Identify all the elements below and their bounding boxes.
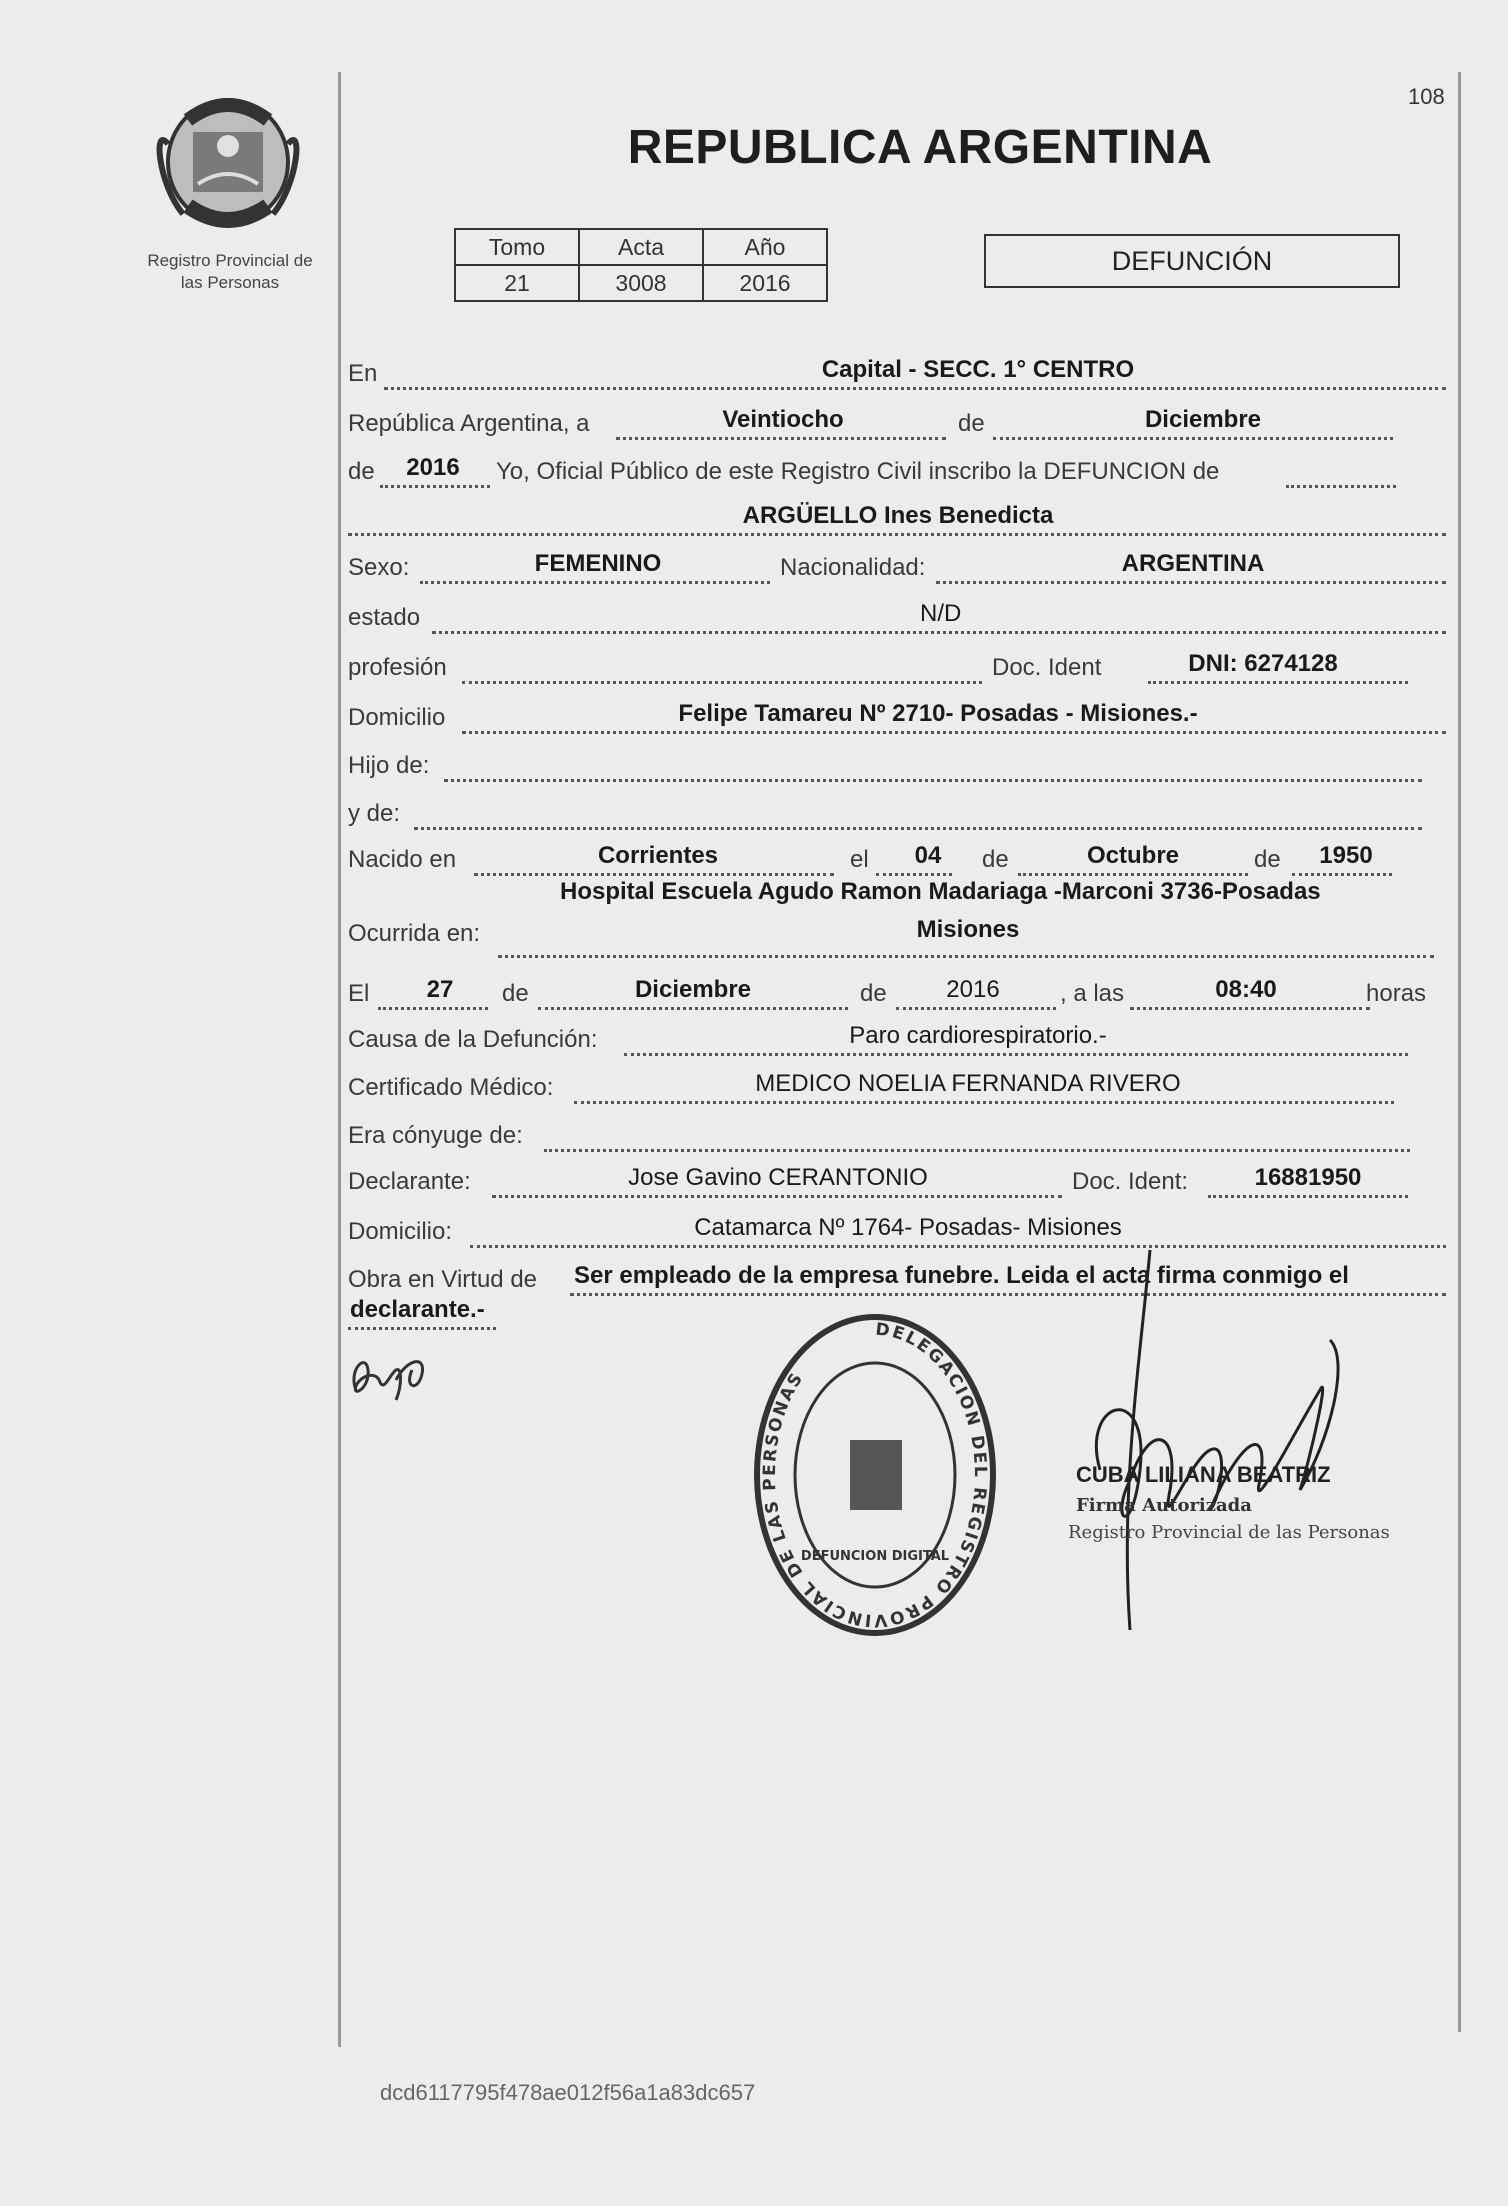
label-doc-ident: Doc. Ident: xyxy=(1072,1168,1189,1195)
occurred-line-1: Hospital Escuela Agudo Ramon Madariaga -Marconi 3736-Posadas xyxy=(560,878,1321,905)
row-estado xyxy=(348,596,1446,636)
statement-text: Yo, Oficial Público de este Registro Civil inscribo la DEFUNCION de xyxy=(496,458,1220,485)
label-domicilio: Domicilio xyxy=(348,704,446,731)
row-en xyxy=(348,352,1446,392)
label-obra: Obra en Virtud de xyxy=(348,1266,538,1293)
label-de: de xyxy=(348,458,375,485)
row-deceased-name xyxy=(348,498,1446,538)
value-death-time: 08:40 xyxy=(1215,976,1277,1003)
label-de: de xyxy=(860,980,887,1007)
label-certificado: Certificado Médico: xyxy=(348,1074,554,1101)
official-stamp xyxy=(750,1310,1000,1640)
row-domicilio xyxy=(348,696,1446,736)
value-birth-year: 1950 xyxy=(1319,842,1373,869)
label-el: el xyxy=(850,846,869,873)
declarant-initials xyxy=(346,1340,466,1410)
value-domicilio-declarante: Catamarca Nº 1764- Posadas- Misiones xyxy=(694,1214,1122,1241)
label-de: de xyxy=(958,410,985,437)
dotted-line xyxy=(414,797,1422,830)
label-en: En xyxy=(348,360,378,387)
ref-value-acta: 3008 xyxy=(579,265,703,301)
value-year: 2016 xyxy=(406,454,460,481)
value-death-year: 2016 xyxy=(946,976,1000,1003)
row-ocurrida xyxy=(348,912,1446,952)
dotted-line xyxy=(1286,455,1396,488)
right-margin-rule xyxy=(1458,72,1461,2032)
row-obra-2 xyxy=(348,1292,548,1332)
stamp-center-text: DEFUNCION DIGITAL xyxy=(800,1549,950,1564)
row-declarante xyxy=(348,1160,1446,1200)
row-death-datetime xyxy=(348,972,1446,1012)
page-number: 108 xyxy=(1408,84,1445,109)
signer-office: Registro Provincial de las Personas xyxy=(1068,1522,1390,1543)
value-month: Diciembre xyxy=(1144,406,1262,433)
label-nacido-en: Nacido en xyxy=(348,846,457,873)
province-seal-logo xyxy=(148,84,308,234)
value-certificado: MEDICO NOELIA FERNANDA RIVERO xyxy=(755,1070,1181,1097)
ref-header-tomo: Tomo xyxy=(455,229,579,265)
value-day: Veintiocho xyxy=(722,406,844,433)
label-y-de: y de: xyxy=(348,800,401,827)
agency-caption-line-1: Registro Provincial de xyxy=(147,251,313,270)
value-estado: N/D xyxy=(920,600,962,627)
ref-header-anio: Año xyxy=(703,229,827,265)
agency-caption xyxy=(120,250,340,294)
value-obra: Ser empleado de la empresa funebre. Leida el acta firma conmigo el xyxy=(574,1262,1349,1289)
label-profesion: profesión xyxy=(348,654,447,681)
agency-caption-line-2: las Personas xyxy=(180,273,280,292)
label-de: de xyxy=(502,980,529,1007)
label-hijo-de: Hijo de: xyxy=(348,752,430,779)
label-el: El xyxy=(348,980,370,1007)
label-declarante: Declarante: xyxy=(348,1168,471,1195)
value-birthplace: Corrientes xyxy=(597,842,719,869)
value-dni: DNI: 6274128 xyxy=(1188,650,1338,677)
ref-value-tomo: 21 xyxy=(455,265,579,301)
label-doc-ident: Doc. Ident xyxy=(992,654,1102,681)
label-domicilio: Domicilio: xyxy=(348,1218,453,1245)
row-sex-nationality xyxy=(348,546,1446,586)
row-year-statement xyxy=(348,450,1446,490)
label-sexo: Sexo: xyxy=(348,554,410,581)
left-margin-rule xyxy=(338,72,341,2047)
label-nacionalidad: Nacionalidad: xyxy=(780,554,926,581)
row-certificado xyxy=(348,1066,1446,1106)
label-de: de xyxy=(1254,846,1281,873)
value-occurred-line-2: Misiones xyxy=(916,916,1020,943)
row-causa xyxy=(348,1018,1446,1058)
label-conyuge: Era cónyuge de: xyxy=(348,1122,523,1149)
value-death-month: Diciembre xyxy=(634,976,752,1003)
value-deceased-name: ARGÜELLO Ines Benedicta xyxy=(742,502,1054,529)
value-causa: Paro cardiorespiratorio.- xyxy=(849,1022,1107,1049)
label-de: de xyxy=(982,846,1009,873)
value-domicilio: Felipe Tamareu Nº 2710- Posadas - Misiones.- xyxy=(678,700,1198,727)
signer-role: Firma Autorizada xyxy=(1076,1495,1252,1516)
value-obra-2: declarante.- xyxy=(350,1296,485,1323)
dotted-line xyxy=(444,749,1422,782)
label-estado: estado xyxy=(348,604,421,631)
row-y-de xyxy=(348,792,1446,832)
record-type-box: DEFUNCIÓN xyxy=(984,234,1400,288)
dotted-line xyxy=(462,651,982,684)
label-a-las: , a las xyxy=(1060,980,1125,1007)
label-horas: horas xyxy=(1366,980,1427,1007)
official-signature xyxy=(1060,1240,1390,1640)
value-sexo: FEMENINO xyxy=(534,550,662,577)
label-republica: República Argentina, a xyxy=(348,410,590,437)
reference-table xyxy=(454,228,828,302)
ref-header-acta: Acta xyxy=(579,229,703,265)
row-conyuge xyxy=(348,1114,1446,1154)
label-ocurrida-en: Ocurrida en: xyxy=(348,920,481,947)
value-place: Capital - SECC. 1° CENTRO xyxy=(821,356,1135,383)
row-hijo-de xyxy=(348,744,1446,784)
ref-value-anio: 2016 xyxy=(703,265,827,301)
row-profession-doc xyxy=(348,646,1446,686)
dotted-line xyxy=(544,1119,1410,1152)
value-declarante-doc: 16881950 xyxy=(1254,1164,1362,1191)
value-birth-month: Octubre xyxy=(1086,842,1180,869)
signer-name: CUBA LILIANA BEATRIZ xyxy=(1076,1462,1331,1487)
value-birth-day: 04 xyxy=(914,842,942,869)
value-death-day: 27 xyxy=(426,976,454,1003)
row-birth xyxy=(348,838,1446,878)
country-title: REPUBLICA ARGENTINA xyxy=(627,121,1213,174)
document-hash: dcd6117795f478ae012f56a1a83dc657 xyxy=(380,2080,756,2105)
value-declarante: Jose Gavino CERANTONIO xyxy=(628,1164,928,1191)
stamp-ring-text: DELEGACION DEL REGISTRO PROVINCIAL DE LAS PERSONAS xyxy=(759,1319,991,1631)
value-nacionalidad: ARGENTINA xyxy=(1121,550,1265,577)
row-date-inscription xyxy=(348,402,1446,442)
label-causa: Causa de la Defunción: xyxy=(348,1026,598,1053)
